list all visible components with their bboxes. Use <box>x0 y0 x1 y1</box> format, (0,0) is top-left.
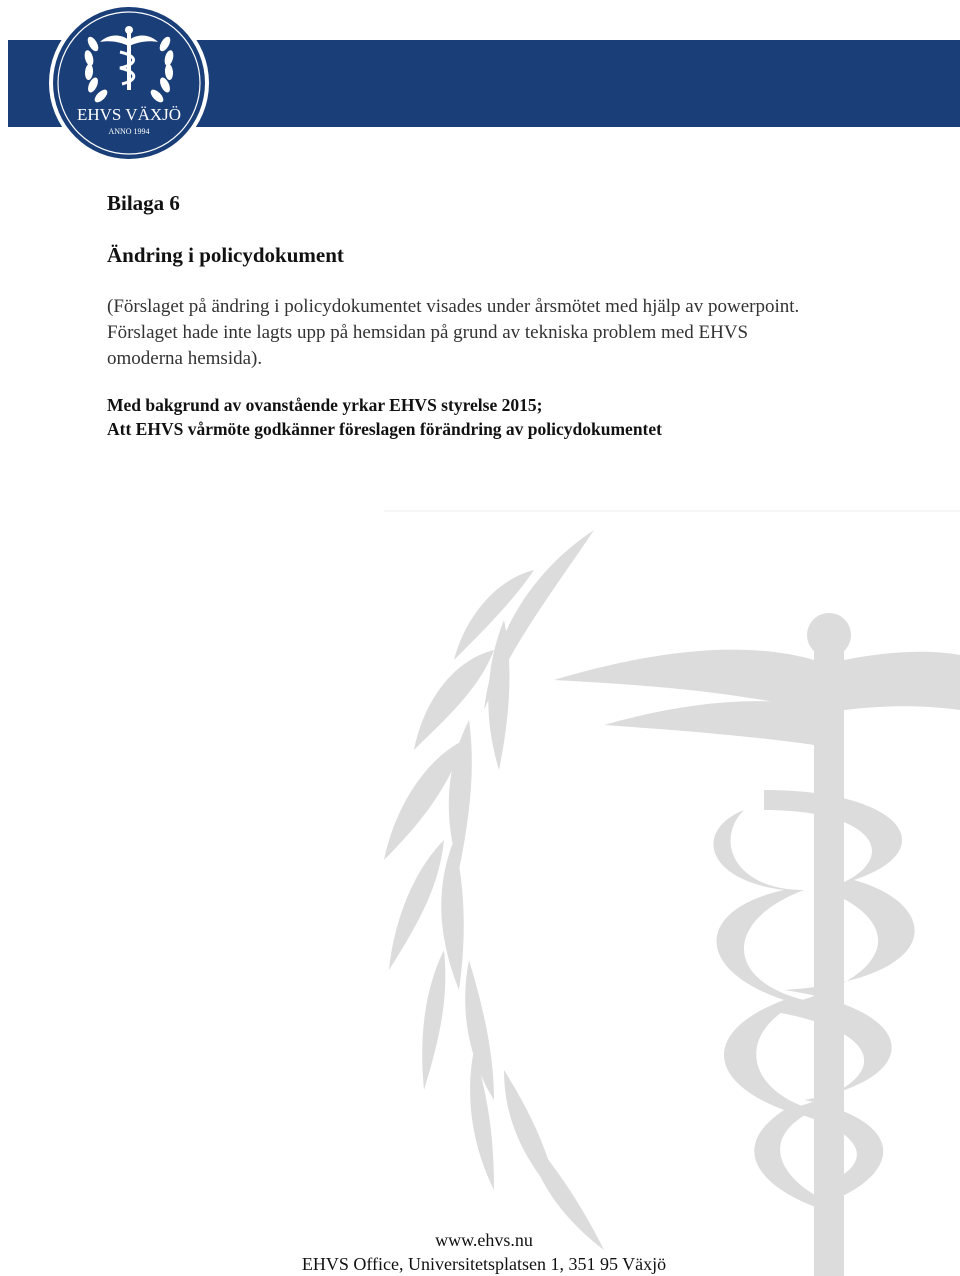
page-subtitle: Ändring i policydokument <box>107 243 344 267</box>
motion-line-1: Med bakgrund av ovanstående yrkar EHVS styrelse 2015; <box>107 395 543 415</box>
intro-paragraph: (Förslaget på ändring i policydokumentet visades under årsmötet med hjälp av powerpoint. Förslaget hade inte lagts upp på hemsidan på grund av tekniska problem med EHVS omoderna hemsida). <box>107 296 800 369</box>
page-title: Bilaga 6 <box>107 191 180 215</box>
footer-website[interactable]: www.ehvs.nu <box>435 1230 533 1250</box>
logo-founded: ANNO 1994 <box>108 127 150 136</box>
document-body <box>107 188 907 441</box>
footer <box>284 1228 684 1276</box>
ehvs-logo <box>48 2 210 164</box>
footer-address: EHVS Office, Universitetsplatsen 1, 351 95 Växjö <box>301 1254 667 1274</box>
motion-line-2: Att EHVS vårmöte godkänner föreslagen förändring av policydokumentet <box>107 419 662 439</box>
caduceus-watermark-icon <box>384 510 960 1276</box>
logo-name: EHVS VÄXJÖ <box>76 105 182 124</box>
motion-block <box>107 393 907 441</box>
